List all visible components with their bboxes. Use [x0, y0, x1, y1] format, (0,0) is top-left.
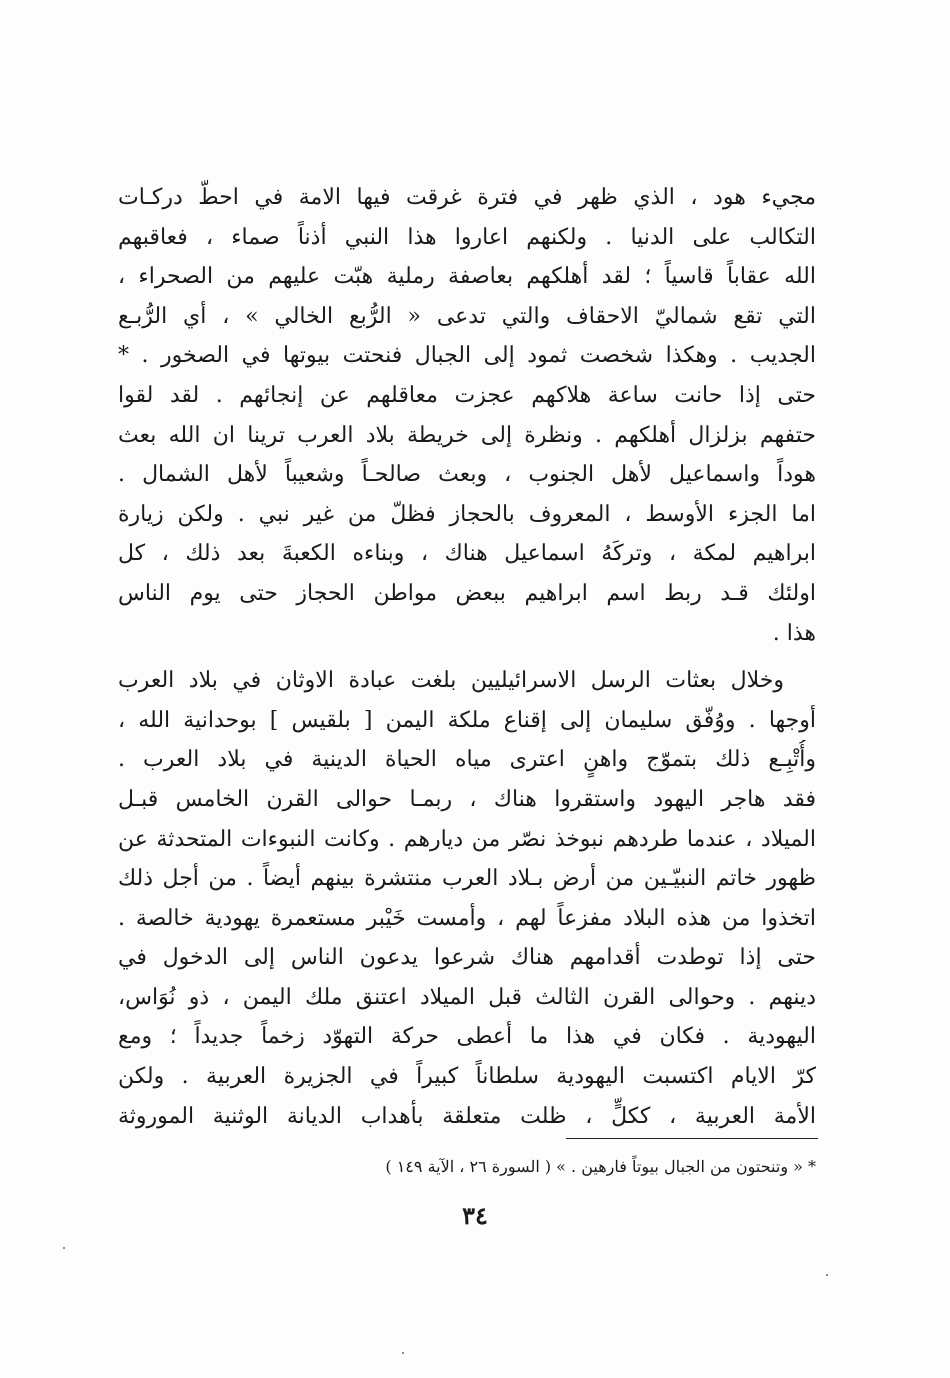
main-text — [118, 178, 816, 1136]
text-line: اولئك قـد ربط اسم ابراهيم ببعض مواطن الحجاز حتى يوم الناس — [118, 580, 816, 606]
text-line: التي تقع شماليّ الاحقاف والتي تدعى « الرُّبع الخالي » ، أي الرُّبـع — [118, 303, 816, 329]
text-line: اليهودية . فكان في هذا ما أعطى حركة التهوّد زخماً جديداً ؛ ومع — [118, 1024, 816, 1050]
text-line: اتخذوا من هذه البلاد مفزعاً لهم ، وأمست خَيْبر مستعمرة يهودية خالصة . — [118, 905, 816, 931]
text-line: اما الجزء الأوسط ، المعروف بالحجاز فظلّ من غير نبي . ولكن زيارة — [118, 501, 816, 527]
text-line: وخلال بعثات الرسل الاسرائيليين بلغت عبادة الاوثان في بلاد العرب — [118, 668, 784, 694]
footnote-separator — [566, 1138, 818, 1139]
text-line: كرّ الايام اكتسبت اليهودية سلطاناً كبيراً في الجزيرة العربية . ولكن — [118, 1064, 816, 1090]
text-line: أوجها . ووُفّق سليمان إلى إقناع ملكة اليمن [ بلقيس ] بوحدانية الله ، — [118, 707, 816, 733]
paragraph-2 — [118, 661, 816, 1136]
text-line: دينهم . وحوالى القرن الثالث قبل الميلاد اعتنق ملك اليمن ، ذو نُوَاس، — [118, 984, 816, 1010]
text-line: ظهور خاتم النبيّـين من أرض بـلاد العرب منتشرة بينهم أيضاً . من أجل ذلك — [118, 866, 816, 892]
text-line: التكالب على الدنيا . ولكنهم اعاروا هذا النبي أذناً صماء ، فعاقبهم — [118, 224, 816, 250]
text-line: الله عقاباً قاسياً ؛ لقد أهلكهم بعاصفة رملية هبّت عليهم من الصحراء ، — [118, 264, 816, 290]
text-line: هوداً واسماعيل لأهل الجنوب ، وبعث صالحـاً وشعيباً لأهل الشمال . — [118, 462, 816, 488]
text-line: هذا . — [772, 620, 816, 646]
text-line: الجديب . وهكذا شخصت ثمود إلى الجبال فنحتت بيوتها في الصخور . * — [118, 343, 816, 369]
text-line: حتى إذا حانت ساعة هلاكهم عجزت معاقلهم عن إنجائهم . لقد لقوا — [118, 382, 816, 408]
paragraph-1 — [118, 178, 816, 653]
text-line: الميلاد ، عندما طردهم نبوخذ نصّر من ديارهم . وكانت النبوءات المتحدثة عن — [118, 826, 816, 852]
text-line: فقد هاجر اليهود واستقروا هناك ، ربمـا حوالى القرن الخامس قبـل — [118, 786, 816, 812]
text-line: الأمة العربية ، ككلٍّ ، ظلت متعلقة بأهداب الديانة الوثنية الموروثة — [118, 1103, 816, 1129]
footnote: * « وتنحتون من الجبال بيوتاً فارهين . » ( السورة ٢٦ ، الآية ١٤٩ ) — [385, 1157, 816, 1176]
scan-speck — [402, 1352, 404, 1354]
text-line: ابراهيم لمكة ، وتركَهُ اسماعيل هناك ، وبناءه الكعبةَ بعد ذلك ، كل — [118, 541, 816, 567]
text-line: حتى إذا توطدت أقدامهم هناك شرعوا يدعون الناس إلى الدخول في — [118, 945, 816, 971]
text-line: حتفهم بزلزال أهلكهم . ونظرة إلى خريطة بلاد العرب ترينا ان الله بعث — [118, 422, 816, 448]
page-number: ٣٤ — [462, 1201, 488, 1230]
paragraph-gap — [118, 653, 816, 661]
scan-speck — [826, 1274, 828, 1276]
scan-speck — [63, 1247, 65, 1249]
text-line: مجيء هود ، الذي ظهر في فترة غرقت فيها الامة في احطّ دركـات — [118, 185, 816, 210]
text-line: وأُتْبِـع ذلك بتموّج واهنٍ اعترى مياه الحياة الدينية في بلاد العرب . — [118, 747, 816, 773]
